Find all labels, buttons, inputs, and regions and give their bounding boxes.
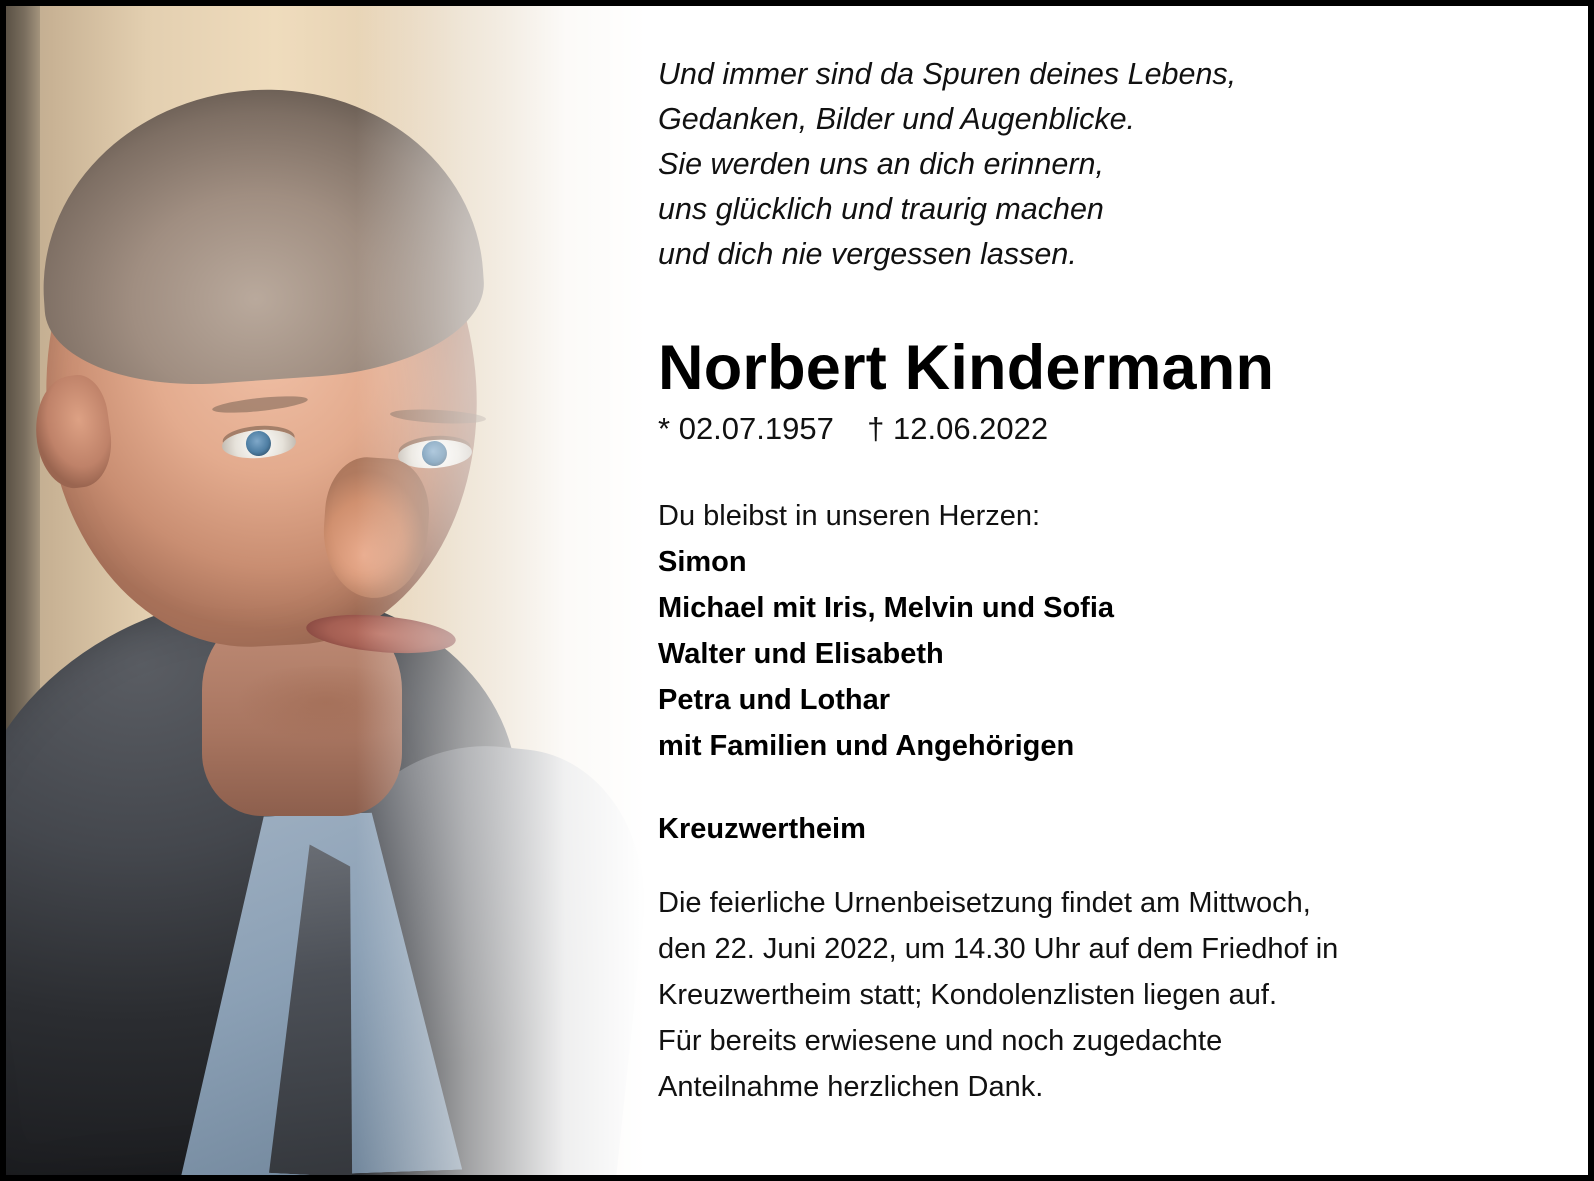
- detail-line: Für bereits erwiesene und noch zugedachte: [658, 1025, 1223, 1058]
- family-list: [658, 539, 1528, 769]
- life-dates: [658, 411, 1528, 447]
- photo-iris-left: [245, 430, 272, 457]
- memorial-intro: Du bleibst in unseren Herzen:: [658, 500, 1041, 533]
- funeral-details: [658, 880, 1528, 1110]
- verse-line: Und immer sind da Spuren deines Lebens,: [658, 57, 1237, 91]
- family-member: Simon: [658, 546, 747, 579]
- notice-body: [6, 6, 1588, 1175]
- verse-line: Sie werden uns an dich erinnern,: [658, 147, 1104, 181]
- detail-line: Die feierliche Urnenbeisetzung findet am Mittwoch,: [658, 887, 1311, 920]
- detail-line: den 22. Juni 2022, um 14.30 Uhr auf dem Friedhof in: [658, 933, 1339, 966]
- family-member: Michael mit Iris, Melvin und Sofia: [658, 592, 1115, 625]
- verse-line: Gedanken, Bilder und Augenblicke.: [658, 102, 1136, 136]
- portrait-photo: [6, 6, 646, 1175]
- birth-date: 02.07.1957: [678, 411, 834, 447]
- deceased-name: Norbert Kindermann: [658, 333, 1275, 403]
- photo-fade-overlay: [356, 6, 646, 1175]
- detail-line: Kreuzwertheim statt; Kondolenzlisten liegen auf.: [658, 979, 1278, 1012]
- memorial-verse: [658, 52, 1528, 277]
- death-symbol: †: [867, 411, 885, 447]
- family-member: Petra und Lothar: [658, 684, 891, 717]
- verse-line: und dich nie vergessen lassen.: [658, 237, 1077, 271]
- birth-symbol: *: [658, 411, 671, 447]
- notice-text-column: [646, 6, 1588, 1175]
- family-member: mit Familien und Angehörigen: [658, 730, 1075, 763]
- detail-line: Anteilnahme herzlichen Dank.: [658, 1071, 1044, 1104]
- family-member: Walter und Elisabeth: [658, 638, 944, 671]
- verse-line: uns glücklich und traurig machen: [658, 192, 1104, 226]
- place-name: Kreuzwertheim: [658, 813, 866, 846]
- death-date: 12.06.2022: [892, 411, 1049, 447]
